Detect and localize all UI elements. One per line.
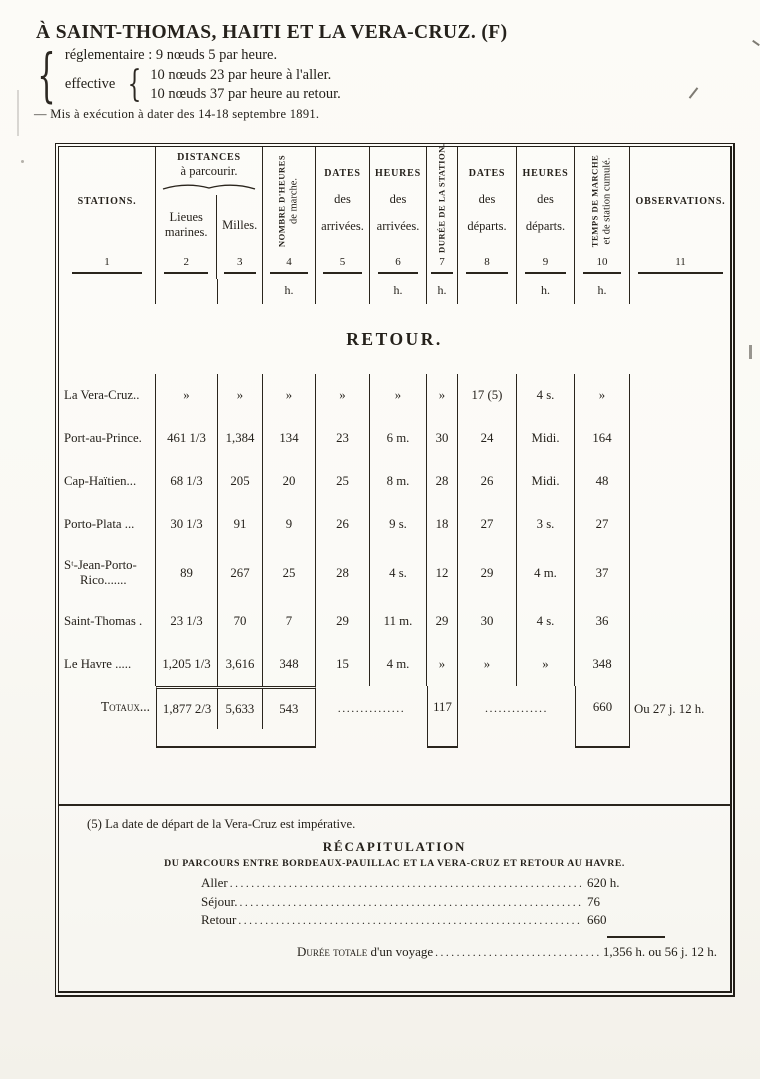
unit-cell xyxy=(630,279,731,304)
totals-leader-dots: ............... xyxy=(337,701,406,715)
scan-artifact xyxy=(21,160,24,163)
body-cell: 18 xyxy=(427,503,458,546)
number-underline xyxy=(638,272,723,274)
station-name: La Vera-Cruz.. xyxy=(59,374,156,417)
body-cell: 28 xyxy=(427,460,458,503)
total-duration-value: 1,356 h. ou 56 j. 12 h. xyxy=(602,943,717,959)
body-cell: 30 xyxy=(427,417,458,460)
body-cell xyxy=(630,417,731,460)
recap-value: 76 xyxy=(587,893,600,909)
totals-distances-box xyxy=(156,686,316,748)
body-cell: 25 xyxy=(316,460,370,503)
header-temps-marche xyxy=(575,147,630,279)
number-underline xyxy=(224,272,256,274)
column-number: 10 xyxy=(596,256,608,268)
header-label: HEURES xyxy=(522,167,569,179)
body-cell: 11 m. xyxy=(370,600,427,643)
unit-cell: h. xyxy=(575,279,630,304)
body-cell: 9 xyxy=(263,503,316,546)
totals-temps-cumule: 660 xyxy=(575,686,630,748)
table-row xyxy=(59,460,730,503)
station-name: Porto-Plata ... xyxy=(59,503,156,546)
body-cell xyxy=(630,546,731,600)
unit-cell xyxy=(156,279,218,304)
column-number: 3 xyxy=(236,256,243,268)
station-name: Le Havre ..... xyxy=(59,643,156,686)
number-underline xyxy=(72,272,141,274)
header-label: départs. xyxy=(525,219,566,234)
body-cell: 9 s. xyxy=(370,503,427,546)
totals-observation: Ou 27 j. 12 h. xyxy=(634,702,705,716)
totals-label: Totaux... xyxy=(100,699,150,714)
section-title: RETOUR. xyxy=(346,328,443,349)
body-cell: 27 xyxy=(458,503,517,546)
number-underline xyxy=(378,272,418,274)
body-cell: 461 1/3 xyxy=(156,417,218,460)
header-label: marines. xyxy=(164,225,208,239)
body-cell: 164 xyxy=(575,417,630,460)
body-cell: 348 xyxy=(263,643,316,686)
station-name: Cap-Haïtien... xyxy=(59,460,156,503)
totals-heures-marche: 543 xyxy=(279,701,299,716)
body-cell: Midi. xyxy=(517,460,575,503)
unit-cell xyxy=(59,279,156,304)
header-label: des xyxy=(537,191,554,206)
number-underline xyxy=(431,272,453,274)
column-number: 1 xyxy=(104,256,110,268)
execution-note: — Mis à exécution à dater des 14-18 septembre 1891. xyxy=(34,107,320,121)
header-label: à parcourir. xyxy=(180,164,238,178)
total-duration-line xyxy=(297,944,717,960)
column-number: 4 xyxy=(286,256,292,268)
column-number: 8 xyxy=(484,256,490,268)
leader-dots xyxy=(238,911,581,930)
totals-milles: 5,633 xyxy=(218,689,262,729)
recap-label: Retour xyxy=(201,912,237,928)
header-stations xyxy=(59,147,156,279)
body-cell: 89 xyxy=(156,546,218,600)
speed-block xyxy=(28,41,736,109)
unit-cell xyxy=(458,279,517,304)
vertical-header-text: TEMPS DE MARCHE et de station cumulé. xyxy=(589,154,613,248)
body-cell: 37 xyxy=(575,546,630,600)
unit-cell: h. xyxy=(517,279,575,304)
leader-dots xyxy=(435,944,599,960)
body-cell xyxy=(630,643,731,686)
body-cell: 134 xyxy=(263,417,316,460)
left-brace-decoration: { xyxy=(37,41,56,109)
header-label: DATES xyxy=(324,167,361,179)
blank-space xyxy=(59,748,730,804)
body-cell: 26 xyxy=(458,460,517,503)
header-label: OBSERVATIONS. xyxy=(635,195,726,207)
body-cell: 48 xyxy=(575,460,630,503)
body-cell: 23 1/3 xyxy=(156,600,218,643)
unit-cell: h. xyxy=(427,279,458,304)
body-cell xyxy=(630,503,731,546)
body-cell: 15 xyxy=(316,643,370,686)
body-cell: » xyxy=(427,374,458,417)
body-cell: » xyxy=(517,643,575,686)
body-cell: 4 s. xyxy=(517,374,575,417)
body-cell: 1,384 xyxy=(218,417,263,460)
body-cell: » xyxy=(218,374,263,417)
table-row xyxy=(59,600,730,643)
body-cell: 68 1/3 xyxy=(156,460,218,503)
header-observations xyxy=(630,147,731,279)
body-cell: 4 m. xyxy=(370,643,427,686)
recap-value: 660 xyxy=(587,912,607,928)
body-cell: 25 xyxy=(263,546,316,600)
column-number: 9 xyxy=(542,256,549,268)
body-cell: 26 xyxy=(316,503,370,546)
totals-row xyxy=(59,686,730,748)
body-cell: 70 xyxy=(218,600,263,643)
body-cell: 4 m. xyxy=(517,546,575,600)
number-underline xyxy=(323,272,361,274)
speed-reglementaire: réglementaire : 9 nœuds 5 par heure. xyxy=(64,47,278,64)
totals-duree-station: 117 xyxy=(427,686,458,748)
body-cell xyxy=(630,374,731,417)
inner-brace-decoration: { xyxy=(127,63,142,105)
station-name: Saint-Thomas . xyxy=(59,600,156,643)
header-label: DISTANCES xyxy=(177,152,241,163)
body-cell: 23 xyxy=(316,417,370,460)
body-cell: 3 s. xyxy=(517,503,575,546)
header-milles xyxy=(217,195,262,279)
header-label: Lieues xyxy=(169,210,203,224)
column-number: 5 xyxy=(339,256,346,268)
unit-cell: h. xyxy=(263,279,316,304)
totals-lieues: 1,877 2/3 xyxy=(157,689,218,729)
header-label: STATIONS. xyxy=(77,195,137,207)
body-cell: 4 s. xyxy=(370,546,427,600)
body-cell xyxy=(630,460,731,503)
body-cell: » xyxy=(263,374,316,417)
station-name: Port-au-Prince. xyxy=(59,417,156,460)
vertical-header-text: NOMBRE D'HEURES de marche. xyxy=(276,154,300,248)
header-label: arrivées. xyxy=(321,219,364,234)
body-cell: 28 xyxy=(316,546,370,600)
header-dates-departs xyxy=(458,147,517,279)
table-frame xyxy=(55,143,735,997)
recap-value: 620 h. xyxy=(587,875,620,890)
number-underline xyxy=(164,272,207,274)
column-number: 2 xyxy=(183,256,189,268)
speed-effective-retour: 10 nœuds 37 par heure au retour. xyxy=(150,85,341,102)
totals-leader-dots: .............. xyxy=(485,701,548,715)
body-cell: » xyxy=(575,374,630,417)
header-distances-group xyxy=(156,147,263,279)
body-cell: Midi. xyxy=(517,417,575,460)
column-number: 7 xyxy=(439,256,445,268)
body-cell: 27 xyxy=(575,503,630,546)
table-header xyxy=(59,143,730,279)
body-cell: 4 s. xyxy=(517,600,575,643)
body-cell: » xyxy=(316,374,370,417)
header-label: HEURES xyxy=(375,167,421,179)
body-cell: 348 xyxy=(575,643,630,686)
header-dates-arrivees xyxy=(316,147,370,279)
header-label: des xyxy=(478,191,496,206)
speed-effective-aller: 10 nœuds 23 par heure à l'aller. xyxy=(150,66,332,83)
body-cell: 3,616 xyxy=(218,643,263,686)
vertical-header-text: DURÉE DE LA STATION. xyxy=(436,143,447,253)
brace-wave-decoration xyxy=(161,182,257,190)
body-cell: 7 xyxy=(263,600,316,643)
unit-cell xyxy=(218,279,263,304)
body-cell: 24 xyxy=(458,417,517,460)
page-title: À SAINT-THOMAS, HAITI ET LA VERA-CRUZ. (F) xyxy=(36,22,508,43)
number-underline xyxy=(270,272,307,274)
body-cell: 8 m. xyxy=(370,460,427,503)
body-cell: 1,205 1/3 xyxy=(156,643,218,686)
recap-label: Aller xyxy=(201,875,228,890)
units-row xyxy=(59,279,730,304)
unit-cell: h. xyxy=(370,279,427,304)
header-heures-departs xyxy=(517,147,575,279)
body-cell: » xyxy=(458,643,517,686)
body-cell: 20 xyxy=(263,460,316,503)
header-label: arrivées. xyxy=(376,219,420,234)
number-underline xyxy=(466,272,508,274)
header-label: des xyxy=(334,191,351,206)
header-label: Milles. xyxy=(222,217,258,232)
speed-effective-label: effective xyxy=(64,76,116,92)
body-cell: 29 xyxy=(316,600,370,643)
header-label: des xyxy=(389,191,407,206)
table-row xyxy=(59,546,730,600)
recap-line-retour xyxy=(201,911,653,930)
header-heures-marche xyxy=(263,147,316,279)
recap-line-aller xyxy=(201,874,653,893)
table-body xyxy=(59,374,730,686)
body-cell: 29 xyxy=(427,600,458,643)
recap-subtitle: DU PARCOURS ENTRE BORDEAUX-PAUILLAC ET LA VERA-CRUZ ET RETOUR AU HAVRE. xyxy=(164,858,625,869)
total-label-rest: d'un voyage xyxy=(370,943,434,959)
scan-artifact xyxy=(749,345,752,359)
number-underline xyxy=(525,272,566,274)
body-cell: 6 m. xyxy=(370,417,427,460)
body-cell: 267 xyxy=(218,546,263,600)
header-label: départs. xyxy=(467,219,507,234)
table-row xyxy=(59,643,730,686)
header-heures-arrivees xyxy=(370,147,427,279)
header-duree-station xyxy=(427,143,458,279)
body-cell: » xyxy=(427,643,458,686)
body-cell: 36 xyxy=(575,600,630,643)
body-cell: 30 xyxy=(458,600,517,643)
table-row xyxy=(59,374,730,417)
body-cell xyxy=(630,600,731,643)
body-cell: » xyxy=(156,374,218,417)
header-label: DATES xyxy=(468,167,506,179)
total-label-caps: Durée totale xyxy=(297,943,368,959)
column-number: 6 xyxy=(395,256,401,268)
recap-label: Séjour. xyxy=(201,893,238,909)
body-cell: 29 xyxy=(458,546,517,600)
table-row xyxy=(59,503,730,546)
column-number: 11 xyxy=(675,256,686,268)
footnote-5: (5) La date de départ de la Vera-Cruz est impérative. xyxy=(87,817,356,831)
body-cell: 30 1/3 xyxy=(156,503,218,546)
station-name: Sᵗ-Jean-Porto- Rico....... xyxy=(59,546,156,600)
unit-cell xyxy=(316,279,370,304)
leader-dots xyxy=(230,874,581,893)
number-underline xyxy=(583,272,622,274)
scan-artifact xyxy=(17,90,19,136)
recap-line-sejour xyxy=(201,893,653,912)
body-cell: 91 xyxy=(218,503,263,546)
body-cell: 12 xyxy=(427,546,458,600)
footnote-section xyxy=(59,804,730,991)
leader-dots xyxy=(239,893,581,912)
masthead xyxy=(36,22,736,122)
header-lieues-marines xyxy=(156,195,217,279)
recap-title: RÉCAPITULATION xyxy=(322,839,467,854)
body-cell: 17 (5) xyxy=(458,374,517,417)
body-cell: » xyxy=(370,374,427,417)
scan-artifact xyxy=(752,40,760,46)
table-row xyxy=(59,417,730,460)
body-cell: 205 xyxy=(218,460,263,503)
